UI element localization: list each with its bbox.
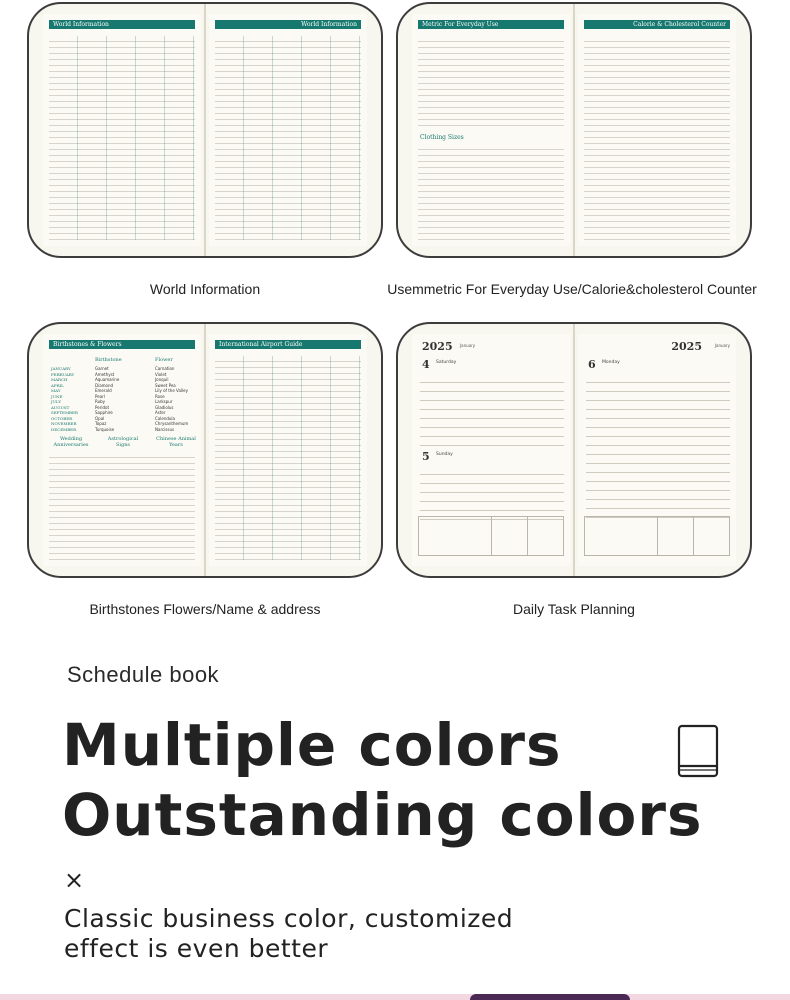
- book-icon: [676, 724, 720, 780]
- birthstone-name: Pearl: [95, 393, 105, 399]
- flower-name: Rose: [155, 393, 165, 399]
- birthstone-name: Opal: [95, 415, 105, 421]
- size-table-rows: [418, 144, 564, 240]
- birthstone-name: Peridot: [95, 404, 110, 410]
- birthstone-name: Turquoise: [95, 426, 115, 432]
- birthstone-name: Emerald: [95, 388, 112, 393]
- notes-box: [418, 516, 564, 556]
- birthstone-name: Amethyst: [95, 371, 115, 377]
- birthstone-row: [51, 427, 201, 433]
- month-name: JANUARY: [51, 366, 71, 371]
- page-header: World Information: [215, 20, 361, 29]
- right-page: [209, 334, 367, 566]
- flower-name: Narcissus: [155, 426, 175, 432]
- flower-name: Chrysanthemum: [155, 421, 189, 426]
- chinese-animal-years-head: Chinese Animal Years: [156, 436, 196, 448]
- page-header: World Information: [49, 20, 195, 29]
- bottom-product-edge: [470, 994, 630, 1000]
- month-label: January: [460, 343, 476, 348]
- headline-line-1: Multiple colors: [62, 711, 562, 779]
- notes-box: [584, 516, 730, 556]
- calorie-rows: [584, 36, 730, 240]
- left-page: [43, 14, 201, 246]
- month-name: AUGUST: [51, 404, 70, 410]
- bottom-strip: [0, 994, 790, 1000]
- panel-caption: Birthstones Flowers/Name & address: [89, 601, 321, 617]
- wedding-anniversaries-head: Wedding Anniversaries: [53, 436, 89, 448]
- right-page: [578, 334, 736, 566]
- birthstone-name: Topaz: [95, 421, 107, 426]
- birthstone-name: Aquamarine: [95, 377, 120, 382]
- flower-name: Calendula: [155, 415, 175, 421]
- month-name: MARCH: [51, 377, 68, 382]
- book-spine: [204, 4, 206, 256]
- daily-planner-panel: [396, 322, 752, 578]
- birthstone-name: Sapphire: [95, 410, 113, 415]
- section-title: Clothing Sizes: [420, 134, 464, 141]
- headline-line-2: Outstanding colors: [62, 781, 703, 849]
- left-page: [412, 334, 570, 566]
- day-number: 5: [422, 450, 430, 463]
- flower-name: Gladiolus: [155, 404, 174, 410]
- astrological-signs-head: Astrological Signs: [107, 436, 139, 448]
- flower-name: Sweet Pea: [155, 382, 176, 388]
- flower-name: Carnation: [155, 366, 175, 371]
- flower-name: Aster: [155, 410, 166, 415]
- page-header: Metric For Everyday Use: [418, 20, 564, 29]
- month-name: MAY: [51, 388, 61, 393]
- birthstone-table: [51, 366, 201, 432]
- flower-name: Lily of the Valley: [155, 388, 188, 393]
- table-rows: [418, 36, 564, 126]
- month-name: JUNE: [51, 393, 63, 399]
- month-name: DECEMBER: [51, 426, 77, 432]
- page-header: Calorie & Cholesterol Counter: [584, 20, 730, 29]
- year-label: 2025: [671, 340, 702, 353]
- table-columns: [215, 36, 361, 240]
- column-head-flower: Flower: [155, 357, 173, 363]
- day-number: 4: [422, 358, 430, 371]
- airport-columns: [215, 356, 361, 560]
- description: Classic business color, customized effect is even better: [64, 904, 514, 963]
- anniversary-rows: [49, 452, 195, 560]
- right-page: [209, 14, 367, 246]
- planner-lines: [420, 466, 564, 520]
- left-page: [412, 14, 570, 246]
- month-name: NOVEMBER: [51, 421, 77, 426]
- month-name: SEPTEMBER: [51, 410, 78, 415]
- birthstone-name: Ruby: [95, 399, 106, 404]
- day-name: Monday: [602, 360, 620, 365]
- panel-caption: World Information: [149, 281, 261, 297]
- table-columns: [49, 36, 195, 240]
- column-head-birthstone: Birthstone: [95, 357, 122, 363]
- day-number: 6: [588, 358, 596, 371]
- right-page: [578, 14, 736, 246]
- birthstone-name: Garnet: [95, 366, 109, 371]
- month-name: APRIL: [51, 382, 64, 388]
- flower-name: Jonquil: [155, 377, 169, 382]
- day-name: Saturday: [436, 360, 457, 365]
- flower-name: Violet: [155, 371, 167, 377]
- day-name: Sunday: [436, 452, 453, 457]
- flower-name: Larkspur: [155, 399, 173, 404]
- subheading: Schedule book: [67, 662, 220, 687]
- multiply-sign: ×: [64, 866, 85, 894]
- year-label: 2025: [422, 340, 453, 353]
- page-header: Birthstones & Flowers: [49, 340, 195, 349]
- month-label: January: [714, 343, 730, 348]
- metric-calorie-panel: [396, 2, 752, 258]
- month-name: OCTOBER: [51, 415, 73, 421]
- birthstone-name: Diamond: [95, 382, 114, 388]
- planner-lines: [420, 374, 564, 446]
- planner-lines: [586, 374, 730, 520]
- book-spine: [204, 324, 206, 576]
- book-spine: [573, 4, 575, 256]
- page-header: International Airport Guide: [215, 340, 361, 349]
- panel-caption: Usemmetric For Everyday Use/Calorie&cholesterol Counter: [387, 281, 757, 297]
- birthstones-airport-panel: [27, 322, 383, 578]
- month-name: JULY: [51, 399, 62, 404]
- month-name: FEBRUARY: [51, 371, 75, 377]
- panel-caption: Daily Task Planning: [513, 601, 635, 617]
- world-information-panel: [27, 2, 383, 258]
- book-spine: [573, 324, 575, 576]
- left-page: [43, 334, 201, 566]
